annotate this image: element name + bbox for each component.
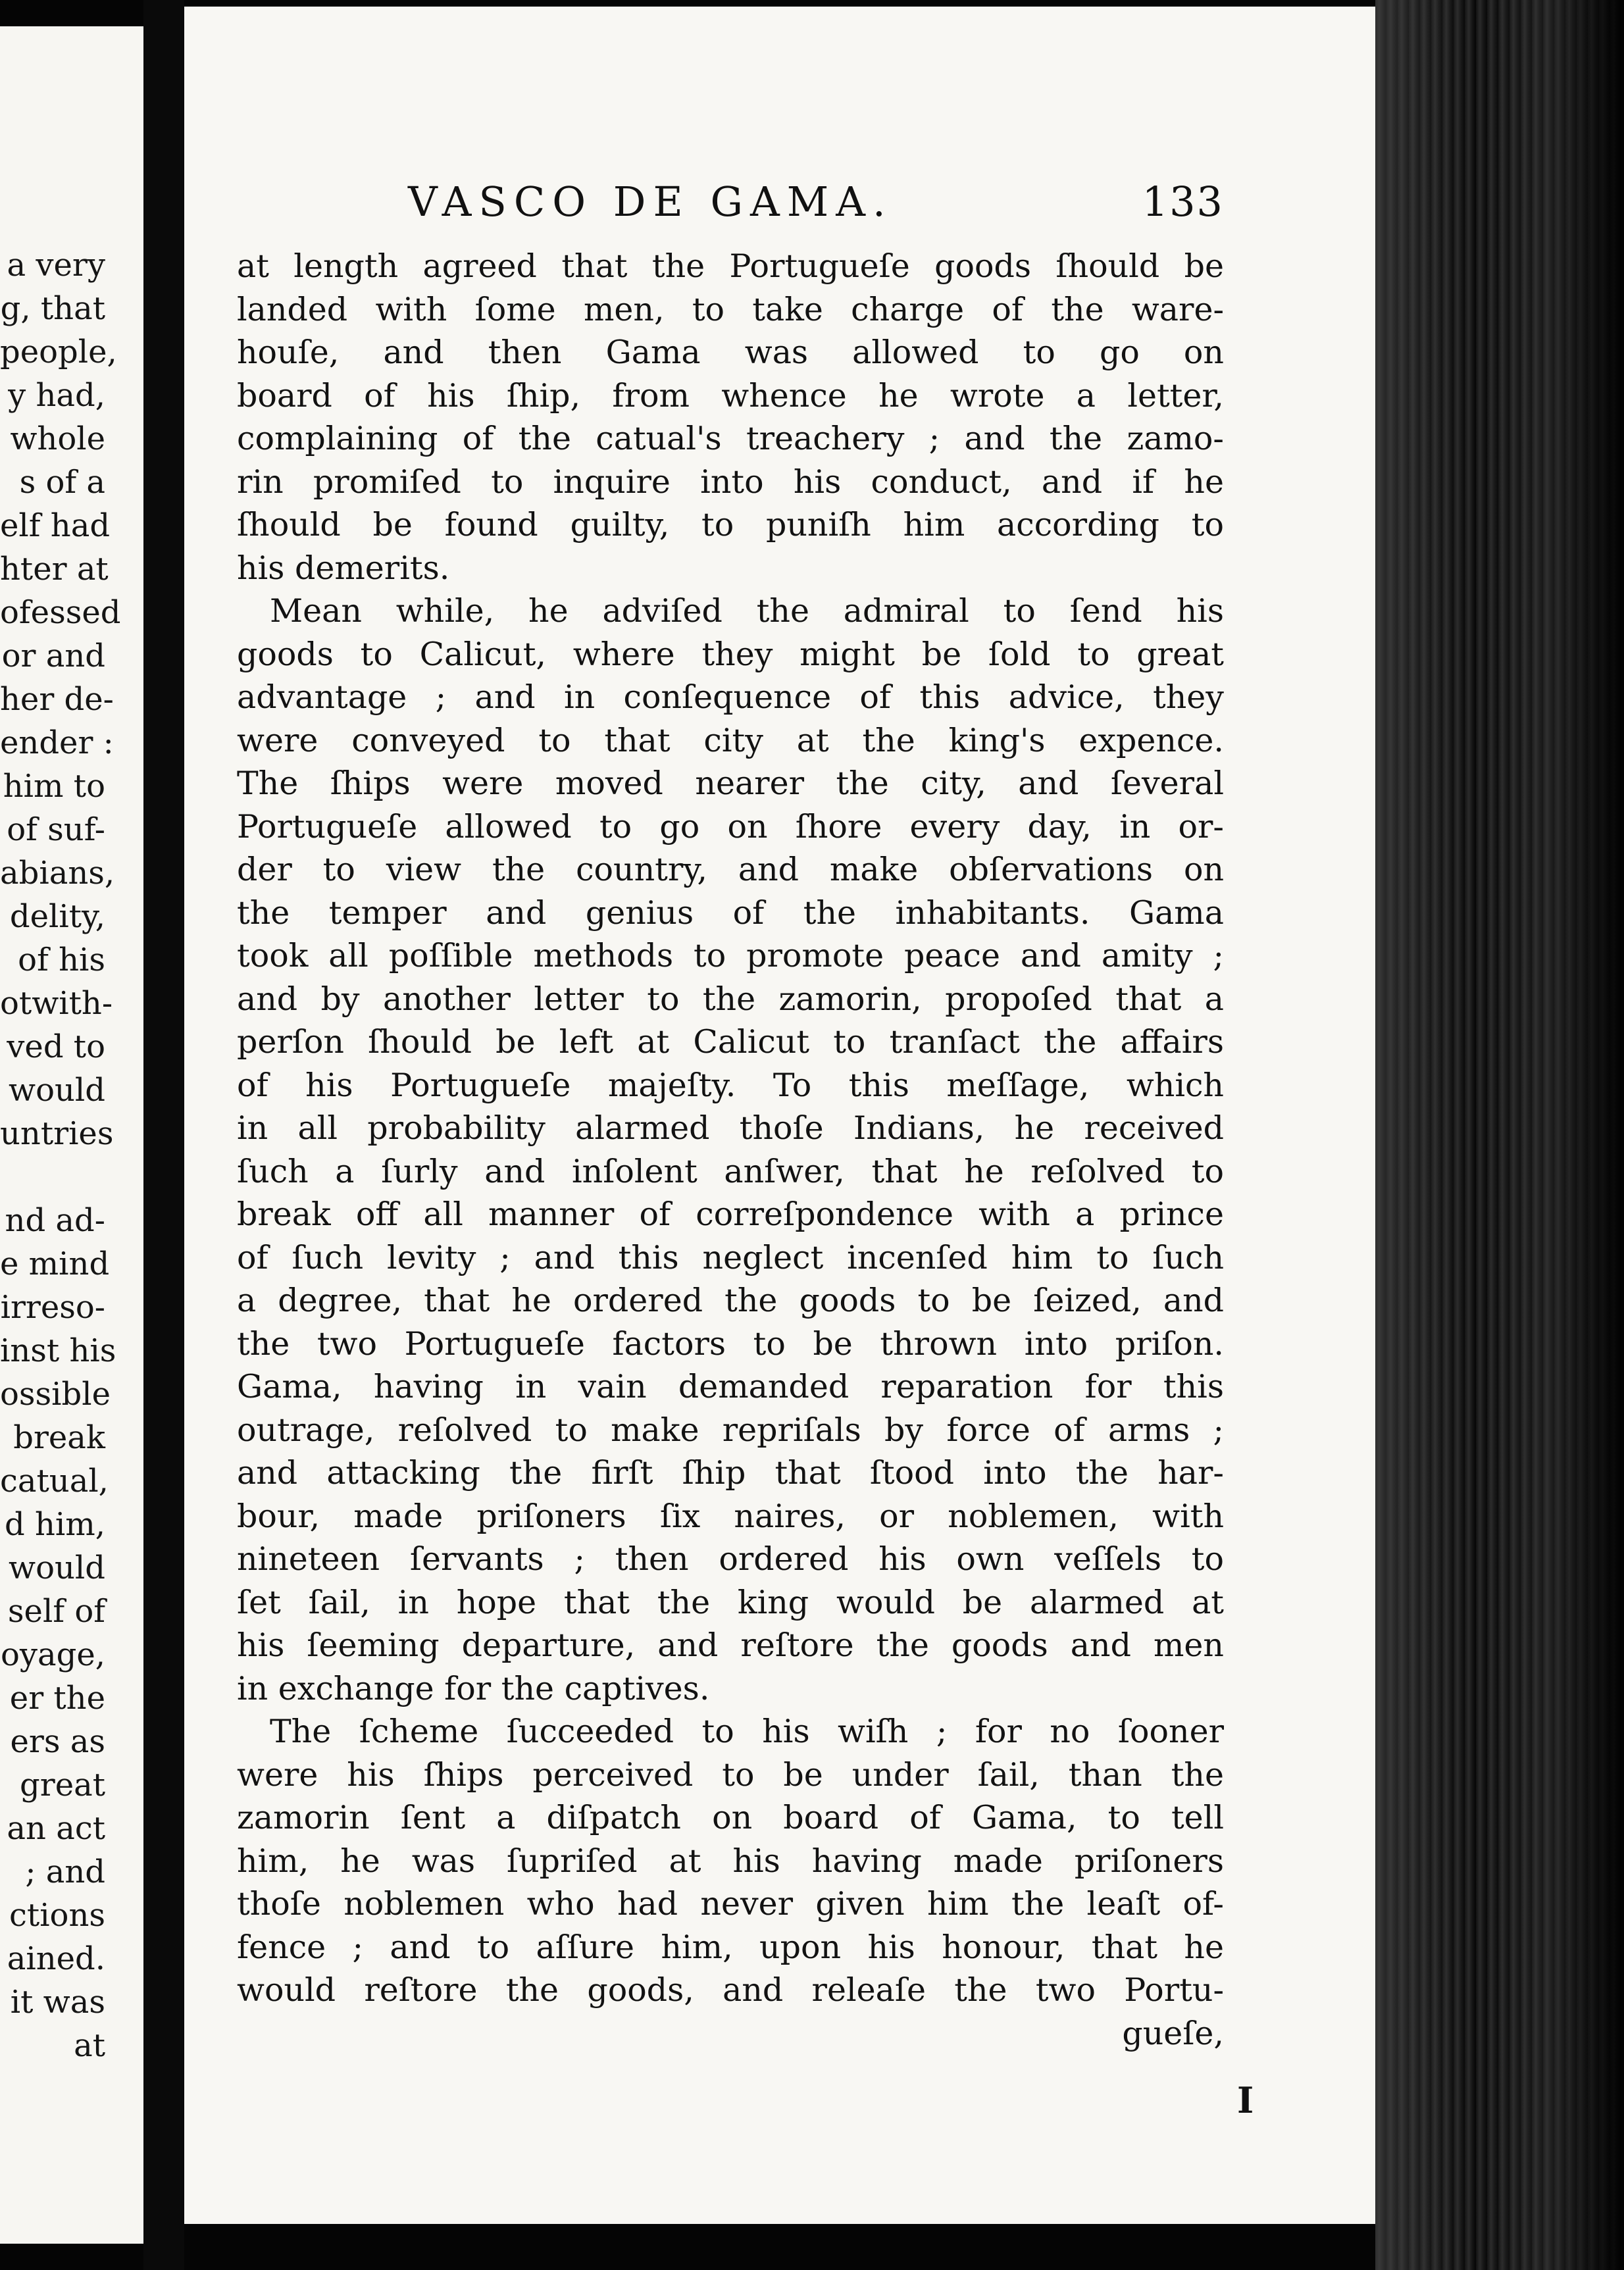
left-page-line: nd ad- (5, 1202, 105, 1239)
running-head (217, 178, 1224, 230)
text-line: of ſuch levity ; and this neglect incenſed him to ſuch (237, 1238, 1224, 1276)
text-line: break off all manner of correſpondence with a prince (237, 1196, 1224, 1233)
text-line: his ſeeming departure, and reſtore the goods and men (237, 1627, 1224, 1664)
left-page-line: ers as (10, 1723, 105, 1760)
text-line: Gama, having in vain demanded reparation for this (237, 1368, 1224, 1405)
text-line: of his Portugueſe majeſty. To this meſſage, which (237, 1066, 1224, 1104)
text-line: board of his ſhip, from whence he wrote a letter, (237, 376, 1224, 415)
left-page-line: otwith- (0, 985, 113, 1022)
text-line: The ſhips were moved nearer the city, and ſeveral (237, 765, 1224, 802)
text-line: complaining of the catual's treachery ; and the zamo- (237, 420, 1224, 457)
left-page-line: irreso- (0, 1289, 105, 1326)
left-page-line: him to (3, 768, 105, 805)
left-page-line: oyage, (0, 1636, 105, 1673)
text-line: Portugueſe allowed to go on ſhore every day, in or- (237, 807, 1224, 845)
left-page-line: or and (1, 638, 105, 674)
left-page-line: a very (7, 247, 105, 284)
text-line: nineteen ſervants ; then ordered his own veſſels to (237, 1540, 1224, 1578)
text-line: outrage, reſolved to make repriſals by force of arms ; (237, 1411, 1224, 1449)
left-page-line: an act (7, 1810, 105, 1847)
text-line: would reſtore the goods, and releaſe the two Portu- (237, 1971, 1224, 2009)
text-line: and by another letter to the zamorin, propoſed that a (237, 980, 1224, 1018)
text-line: ſhould be found guilty, to puniſh him according to (237, 506, 1224, 543)
left-page-line: d him, (4, 1506, 105, 1543)
text-line: ſuch a ſurly and inſolent anſwer, that he reſolved to (237, 1152, 1224, 1190)
left-page-line: her de- (0, 681, 114, 718)
left-page-line: untries (0, 1115, 114, 1152)
left-page-line: ; and (25, 1854, 105, 1890)
left-page-line: ender : (0, 724, 114, 761)
gutter (143, 0, 184, 2270)
left-page-line: people, (0, 334, 117, 370)
page-edge-shade (1375, 0, 1624, 2270)
left-page-line: ctions (9, 1897, 105, 1934)
left-page-line: ained. (7, 1940, 105, 1977)
left-page-line: e mind (0, 1246, 110, 1282)
left-page-line: of suf- (7, 811, 105, 848)
text-line: landed with ſome men, to take charge of the ware- (237, 290, 1224, 328)
text-line: were his ſhips perceived to be under ſail, than the (237, 1755, 1224, 1794)
left-page-line: whole (10, 420, 105, 457)
left-page-line: self of (7, 1593, 105, 1630)
text-line: The ſcheme ſucceeded to his wiſh ; for no ſooner (270, 1713, 1224, 1750)
text-line: in exchange for the captives. (237, 1669, 710, 1707)
left-page-line: great (20, 1767, 105, 1803)
text-line: took all poſſible methods to promote peace and amity ; (237, 937, 1224, 974)
text-line: fence ; and to aſſure him, upon his honour, that he (237, 1928, 1224, 1966)
text-line: and attacking the firſt ſhip that ſtood into the har- (237, 1454, 1224, 1492)
text-line: goods to Calicut, where they might be ſold to great (237, 635, 1224, 673)
left-page-line: inst his (0, 1332, 116, 1369)
body-text (237, 245, 1224, 2055)
text-line: his demerits. (237, 549, 450, 587)
text-line: a degree, that he ordered the goods to be ſeized, and (237, 1282, 1224, 1319)
signature-mark: I (1237, 2079, 1254, 2121)
left-page (0, 26, 143, 2244)
left-page-line: g, that (0, 290, 105, 327)
left-page-line: at (74, 2027, 105, 2064)
left-page-line: would (9, 1550, 105, 1586)
text-line: houſe, and then Gama was allowed to go on (237, 334, 1224, 371)
text-line: at length agreed that the Portugueſe goods ſhould be (237, 247, 1224, 285)
left-page-line: abians, (0, 855, 115, 892)
text-line: the temper and genius of the inhabitants. Gama (237, 894, 1224, 932)
text-line: the two Portugueſe factors to be thrown into priſon. (237, 1324, 1224, 1363)
left-page-line: it was (10, 1984, 105, 2021)
text-line: rin promiſed to inquire into his conduct, and if he (237, 463, 1224, 501)
running-title: VASCO DE GAMA. (408, 178, 893, 226)
left-page-line: y had, (8, 377, 105, 414)
text-line: ſet ſail, in hope that the king would be alarmed at (237, 1583, 1224, 1621)
page-number: 133 (1142, 178, 1224, 226)
left-page-line: break (13, 1419, 105, 1456)
text-line: bour, made priſoners ſix naires, or noblemen, with (237, 1497, 1224, 1535)
left-page-line: ossible (0, 1376, 111, 1413)
text-line: advantage ; and in conſequence of this advice, they (237, 678, 1224, 716)
left-page-line: hter at (0, 551, 109, 588)
text-line: him, he was ſupriſed at his having made priſoners (237, 1842, 1224, 1880)
text-line: were conveyed to that city at the king's expence. (237, 721, 1224, 759)
left-page-line: s of a (19, 464, 105, 501)
left-page-line: ofessed (0, 594, 121, 631)
left-page-line: ved to (7, 1028, 105, 1065)
text-line: thoſe noblemen who had never given him the leaſt of- (237, 1885, 1224, 1923)
text-line: gueſe, (1122, 2014, 1224, 2052)
left-page-text (0, 243, 121, 2067)
text-line: zamorin ſent a diſpatch on board of Gama, to tell (237, 1799, 1224, 1836)
text-line: perſon ſhould be left at Calicut to tranſact the affairs (237, 1023, 1224, 1061)
text-line: der to view the country, and make obſervations on (237, 851, 1224, 888)
text-line: Mean while, he adviſed the admiral to ſend his (270, 592, 1224, 630)
left-page-line: of his (18, 942, 105, 978)
text-line: in all probability alarmed thoſe Indians, he received (237, 1109, 1224, 1147)
left-page-line: catual, (0, 1463, 109, 1500)
left-page-line (0, 1155, 105, 1199)
left-page-line: elf had (0, 507, 111, 544)
left-page-line: delity, (9, 898, 105, 935)
left-page-line: er the (9, 1680, 105, 1717)
left-page-line: would (9, 1072, 105, 1109)
